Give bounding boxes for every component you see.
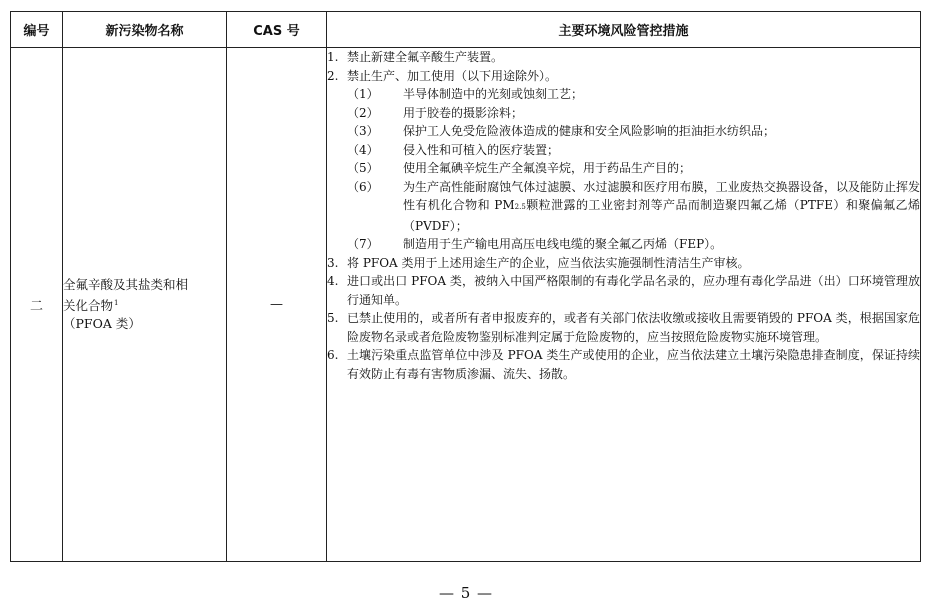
pollutant-name-line1: 全氟辛酸及其盐类和相 — [63, 276, 189, 292]
measure-2 — [327, 67, 920, 86]
exemption-1-number: （1） — [347, 87, 379, 101]
exemption-1 — [327, 85, 920, 104]
measure-5-number: 5. — [327, 311, 339, 325]
exemption-7-text: 制造用于生产输电用高压电线电缆的聚全氟乙丙烯（FEP）。 — [403, 237, 723, 251]
measure-6-number: 6. — [327, 348, 339, 362]
pm-subscript: 2.5 — [514, 203, 526, 211]
exemption-5 — [327, 159, 920, 178]
exemption-4 — [327, 141, 920, 160]
measure-2-text: 禁止生产、加工使用（以下用途除外）。 — [347, 68, 558, 83]
measure-2-number: 2. — [327, 68, 339, 83]
exemption-4-number: （4） — [347, 142, 379, 157]
measure-4 — [327, 272, 920, 309]
exemption-2-text: 用于胶卷的摄影涂料； — [403, 105, 524, 120]
measure-5-text: 已禁止使用的，或者所有者申报废弃的，或者有关部门依法收缴或接收且需要销毁的 PFOA 类，根据国家危险废物名录或者危险废物鉴别标准判定属于危险废物的，应当按照危险废物实施环境管理。 — [347, 311, 920, 344]
exemption-3 — [327, 122, 920, 141]
pollutant-name — [63, 48, 227, 562]
exemption-6-text — [403, 178, 920, 236]
measure-4-text: 进口或出口 PFOA 类，被纳入中国严格限制的有毒化学品名录的，应办理有毒化学品进（出）口环境管理放行通知单。 — [347, 274, 920, 307]
exemption-5-number: （5） — [347, 161, 379, 175]
exemption-1-text: 半导体制造中的光刻或蚀刻工艺； — [403, 87, 584, 101]
table-header-row — [11, 12, 921, 48]
table-row — [11, 48, 921, 562]
exemption-7 — [327, 235, 920, 254]
exemption-6 — [327, 178, 920, 236]
exemption-6-text-a: 为生产高性能耐腐蚀气体过滤膜、水过滤膜和医疗用布膜，工业废热交换器设备，以及能防止挥发性有机化合物和 PM — [403, 179, 920, 212]
exemption-2 — [327, 104, 920, 123]
header-measures: 主要环境风险管控措施 — [327, 12, 921, 48]
row-number: 二 — [11, 48, 63, 562]
header-name: 新污染物名称 — [63, 12, 227, 48]
pollutant-name-line2-wrap — [63, 294, 226, 315]
exemption-6-text-b: 颗粒泄露的工业密封剂等产品而制造聚四氟乙烯（PTFE）和聚偏氟乙烯（PVDF）； — [403, 198, 920, 233]
measure-3-number: 3. — [327, 255, 339, 270]
measure-3 — [327, 254, 920, 273]
measure-6 — [327, 346, 920, 383]
exemption-6-number: （6） — [347, 179, 379, 194]
pollutant-name-line2: 关化合物 — [63, 298, 114, 314]
exemption-2-number: （2） — [347, 105, 379, 120]
measure-4-number: 4. — [327, 274, 339, 288]
measure-3-text: 将 PFOA 类用于上述用途生产的企业，应当依法实施强制性清洁生产审核。 — [347, 255, 750, 270]
exemption-3-number: （3） — [347, 124, 379, 138]
measure-6-text: 土壤污染重点监管单位中涉及 PFOA 类生产或使用的企业，应当依法建立土壤污染隐患排查制度，保证持续有效防止有毒有害物质渗漏、流失、扬散。 — [347, 348, 920, 381]
measure-5 — [327, 309, 920, 346]
exemption-5-text: 使用全氟碘辛烷生产全氟溴辛烷，用于药品生产目的； — [403, 161, 692, 175]
control-measures — [327, 48, 921, 562]
measure-1-number: 1. — [327, 50, 339, 64]
exemption-4-text: 侵入性和可植入的医疗装置； — [403, 142, 560, 157]
exemption-3-text: 保护工人免受危险液体造成的健康和安全风险影响的拒油拒水纺织品； — [403, 124, 776, 138]
cas-number: — — [227, 48, 327, 562]
header-no: 编号 — [11, 12, 63, 48]
regulation-table — [10, 11, 921, 562]
measure-1 — [327, 48, 920, 67]
page-number: — 5 — — [438, 584, 494, 602]
header-cas: CAS 号 — [227, 12, 327, 48]
measure-1-text: 禁止新建全氟辛酸生产装置。 — [347, 50, 504, 64]
pollutant-name-line3: （PFOA 类） — [63, 316, 141, 332]
exemption-7-number: （7） — [347, 237, 379, 251]
footnote-marker: 1 — [114, 298, 119, 307]
